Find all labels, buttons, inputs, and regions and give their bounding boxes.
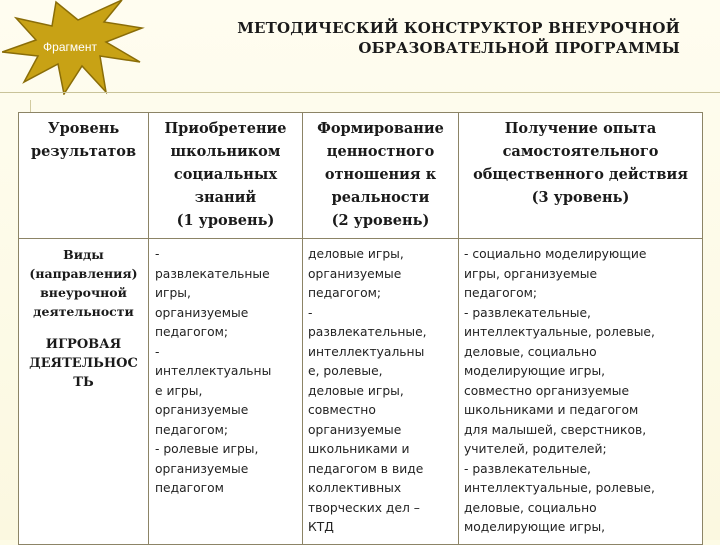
title-line-1: МЕТОДИЧЕСКИЙ КОНСТРУКТОР ВНЕУРОЧНОЙ [237, 19, 680, 37]
header-level: Уровень результатов [19, 113, 149, 239]
header-level-3: Получение опыта самостоятельного общественного действия (3 уровень) [459, 113, 703, 239]
title-line-2: ОБРАЗОВАТЕЛЬНОЙ ПРОГРАММЫ [358, 39, 680, 57]
header-level-1: Приобретение школьником социальных знаний (1 уровень) [149, 113, 303, 239]
slide-title [210, 18, 680, 58]
level-2-activities: деловые игры, организуемые педагогом; - развлекательные, интеллектуальны е, ролевые, деловые игры, совместно организуемые школьниками и педагогом в виде коллективных творческих дел – КТД [303, 239, 459, 545]
table-row [19, 239, 703, 545]
title-divider [0, 92, 720, 93]
level-3-activities: - социально моделирующие игры, организуемые педагогом; - развлекательные, интеллектуальные, ролевые, деловые, социально моделирующие игры, совместно организуемые школьниками и педагогом для малышей, сверстников, учителей, родителей; - развлекательные, интеллектуальные, ролевые, деловые, социально моделирующие игры, [459, 239, 703, 545]
table-header-row [19, 113, 703, 239]
activity-type-cell: Виды (направления) внеурочной деятельности ИГРОВАЯ ДЕЯТЕЛЬНОС ТЬ [19, 239, 149, 545]
results-table [18, 112, 703, 545]
fragment-badge-label: Фрагмент [43, 40, 97, 54]
level-1-activities: - развлекательные игры, организуемые педагогом; - интеллектуальны е игры, организуемые педагогом; - ролевые игры, организуемые педагогом [149, 239, 303, 545]
header-level-2: Формирование ценностного отношения к реальности (2 уровень) [303, 113, 459, 239]
